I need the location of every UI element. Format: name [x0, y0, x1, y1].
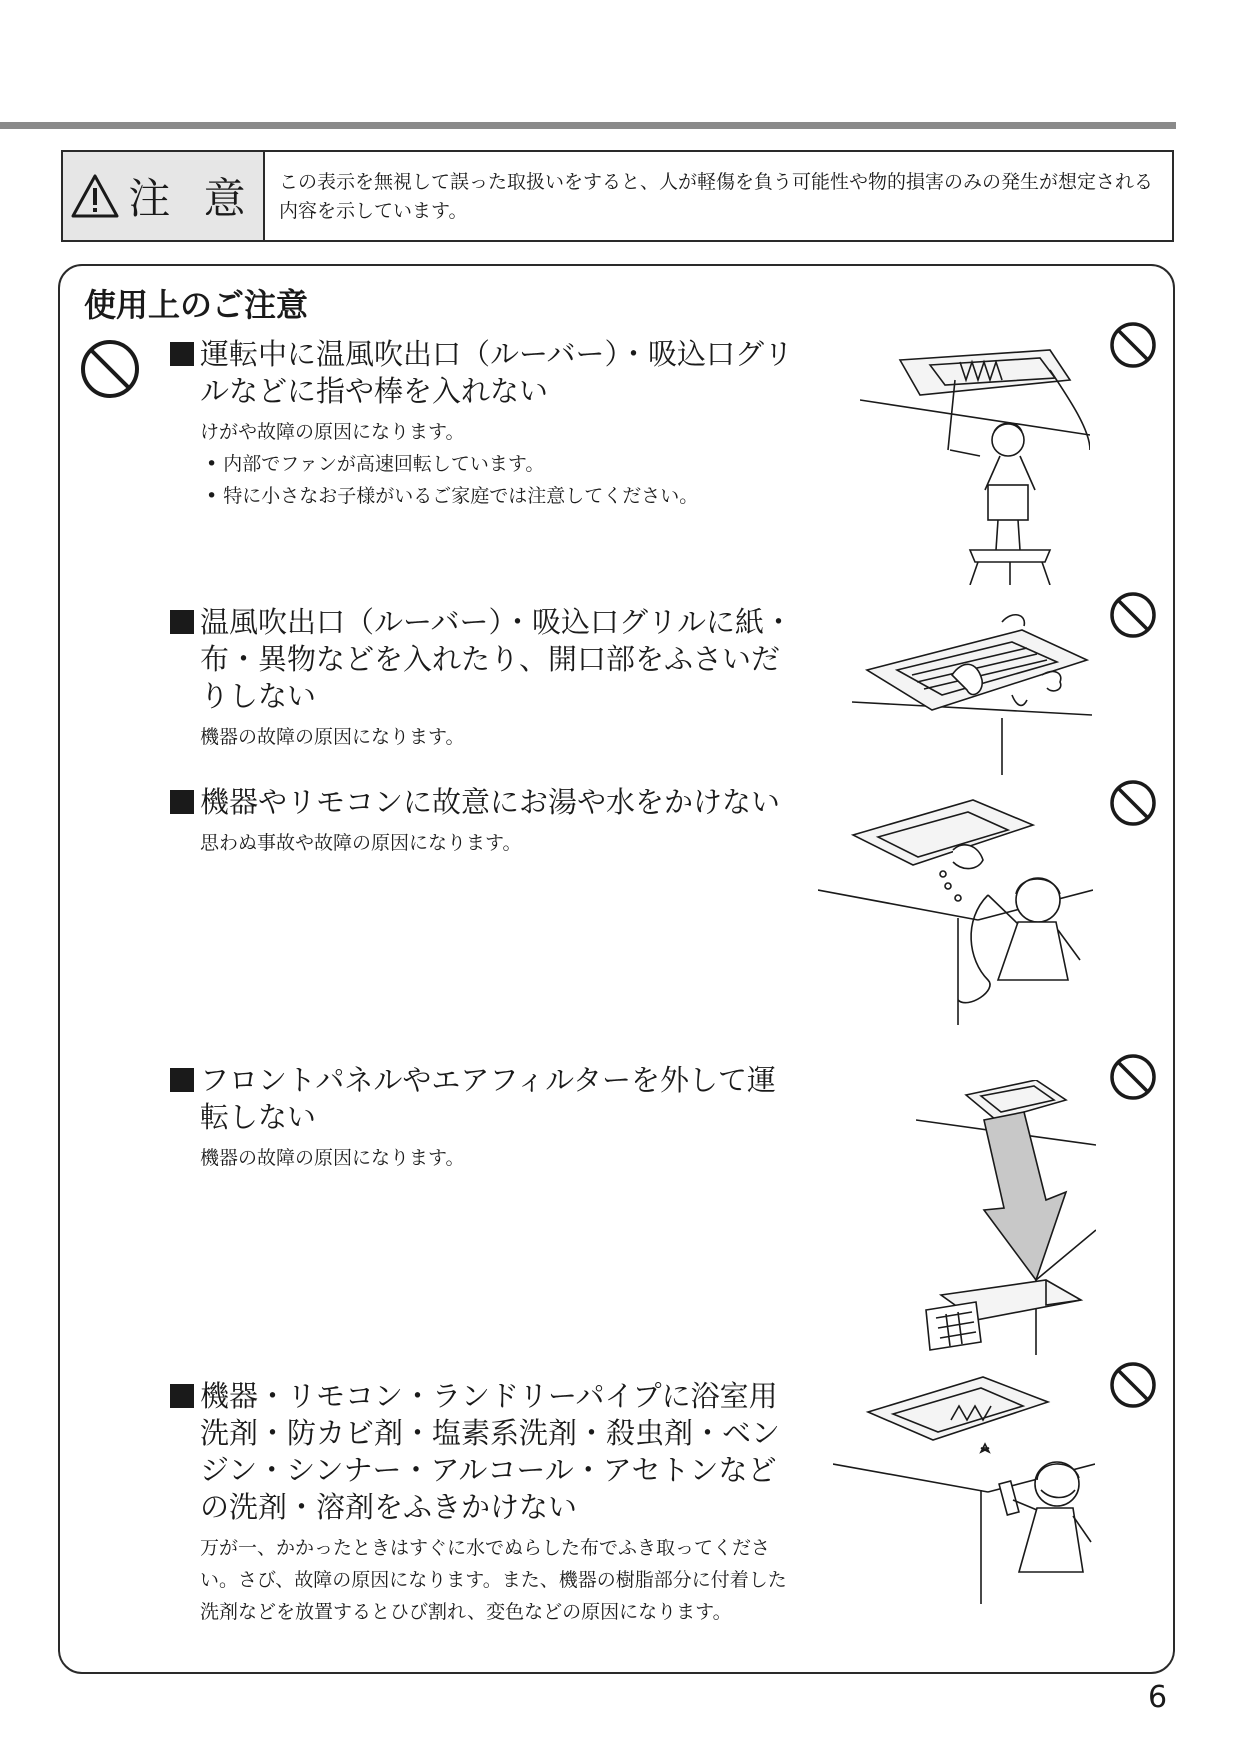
- caution-word: 注 意: [128, 174, 256, 223]
- top-rule: [0, 122, 1176, 129]
- item-description: けがや故障の原因になります。: [200, 421, 465, 443]
- item-description: 思わぬ事故や故障の原因になります。: [200, 832, 522, 854]
- prohibition-icon: [78, 337, 142, 401]
- item-title: 機器・リモコン・ランドリーパイプに浴室用洗剤・防カビ剤・塩素系洗剤・殺虫剤・ベンジン・シンナー・アルコール・アセトンなどの洗剤・溶剤をふきかけない: [170, 1378, 800, 1526]
- caution-label: [63, 152, 265, 240]
- illustration-cloth-vent: [852, 600, 1092, 775]
- item-bullets: [206, 448, 800, 512]
- section-title: 使用上のご注意: [84, 286, 309, 324]
- illustration-child-stick: [860, 340, 1090, 585]
- item-description: 機器の故障の原因になります。: [200, 1147, 465, 1169]
- caution-box: [61, 150, 1174, 242]
- precaution-item-5: [170, 1378, 800, 1628]
- bullet: • 内部でファンが高速回転しています。: [206, 448, 800, 480]
- illustration-filter-removal: [916, 1080, 1096, 1355]
- caution-description: この表示を無視して誤った取扱いをすると、人が軽傷を負う可能性や物的損害のみの発生が想定される内容を示しています。: [279, 171, 1154, 222]
- warning-triangle-icon: [70, 173, 120, 219]
- prohibition-icon: [1108, 590, 1158, 640]
- prohibition-icon: [1108, 778, 1158, 828]
- item-title: 温風吹出口（ルーバー）・吸込口グリルに紙・布・異物などを入れたり、開口部をふさいだりしない: [170, 604, 800, 715]
- precaution-item-3: [170, 784, 800, 859]
- prohibition-icon: [1108, 1052, 1158, 1102]
- prohibition-icon: [1108, 320, 1158, 370]
- illustration-chemical-spray: [833, 1372, 1095, 1604]
- bullet: • 特に小さなお子様がいるご家庭では注意してください。: [206, 480, 800, 512]
- item-title: 運転中に温風吹出口（ルーバー）・吸込口グリルなどに指や棒を入れない: [170, 336, 800, 410]
- item-title: 機器やリモコンに故意にお湯や水をかけない: [170, 784, 800, 821]
- item-description: 機器の故障の原因になります。: [200, 726, 465, 748]
- prohibition-icon: [1108, 1360, 1158, 1410]
- illustration-water-spray: [818, 790, 1093, 1025]
- item-title: フロントパネルやエアフィルターを外して運転しない: [170, 1062, 800, 1136]
- page-number: 6: [1148, 1680, 1168, 1715]
- precaution-item-1: [170, 336, 800, 512]
- precaution-item-2: [170, 604, 800, 753]
- precaution-item-4: [170, 1062, 800, 1174]
- item-description: 万が一、かかったときはすぐに水でぬらした布でふき取ってください。さび、故障の原因になります。また、機器の樹脂部分に付着した洗剤などを放置するとひび割れ、変色などの原因になります。: [200, 1537, 787, 1623]
